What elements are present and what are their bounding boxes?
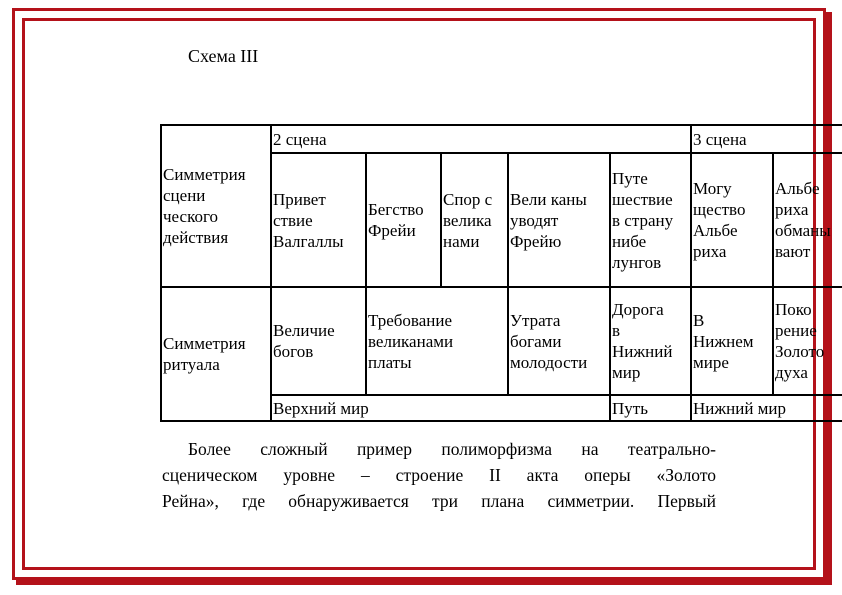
table-cell: Вели каны уводят Фрейю bbox=[510, 189, 587, 251]
row-label-stage-action: Симметрия сцени ческого действия bbox=[163, 165, 246, 247]
table-cell: Бегство Фрейи bbox=[368, 200, 424, 240]
table-cell: В Нижнем мире bbox=[693, 310, 754, 372]
table-cell: Привет ствие Валгаллы bbox=[273, 189, 344, 251]
paragraph-line: Более сложный пример полиморфизма на театрально- bbox=[188, 439, 716, 459]
table-cell: Утрата богами молодости bbox=[510, 310, 588, 372]
table-cell-path: Путь bbox=[612, 398, 648, 418]
table-cell: Поко рение Золото духа bbox=[775, 300, 825, 382]
table-cell: Путе шествие в страну нибе лунгов bbox=[612, 168, 674, 272]
table-cell: Требование великанами платы bbox=[368, 310, 454, 372]
table-cell: Могу щество Альбе риха bbox=[693, 179, 746, 261]
paragraph-line: Рейна», где обнаруживается три плана симметрии. Первый bbox=[162, 491, 716, 511]
table-cell: Дорога в Нижний мир bbox=[612, 300, 673, 382]
paragraph-line: сценическом уровне – строение II акта оперы «Золото bbox=[162, 465, 716, 485]
body-paragraph bbox=[162, 436, 716, 514]
table-cell: Альбе риха обманы вают bbox=[775, 179, 831, 261]
page-frame-shadow-bottom bbox=[16, 580, 832, 585]
scheme-heading: Схема III bbox=[188, 46, 259, 66]
table-cell: Величие богов bbox=[273, 321, 335, 361]
table-cell-lower-world: Нижний мир bbox=[693, 398, 787, 418]
scene-2-header: 2 сцена bbox=[273, 129, 327, 149]
row-label-ritual: Симметрия ритуала bbox=[163, 334, 246, 374]
table-cell: Спор с велика нами bbox=[443, 189, 493, 251]
scene-3-header: 3 сцена bbox=[693, 129, 747, 149]
table-cell-upper-world: Верхний мир bbox=[273, 398, 369, 418]
